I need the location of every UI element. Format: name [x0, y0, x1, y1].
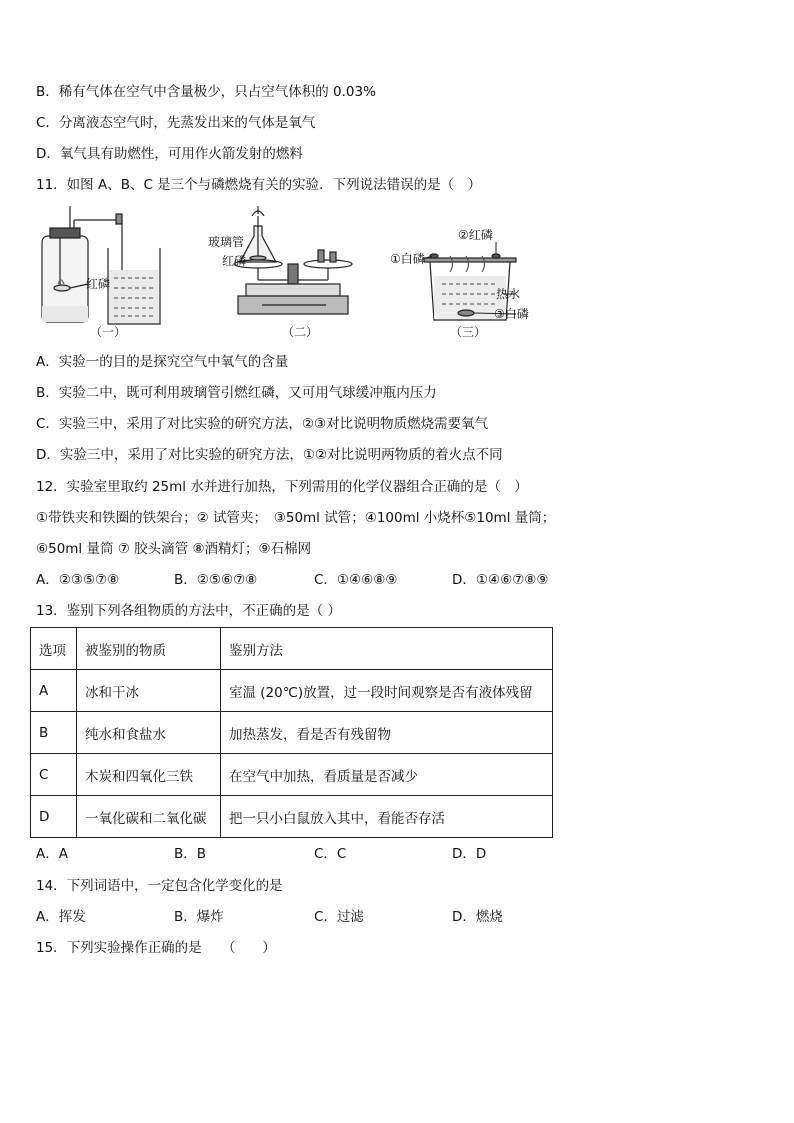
fig1-label-hongling: 红磷: [86, 277, 111, 291]
table-cell: 把一只小白鼠放入其中，看能否存活: [221, 796, 553, 838]
q12-option-c: C．①④⑥⑧⑨: [314, 572, 398, 588]
q13-stem: 13．鉴别下列各组物质的方法中，不正确的是（ ）: [36, 603, 341, 619]
figure-1-apparatus: [42, 206, 160, 324]
fig3-label-1: ①白磷: [390, 252, 425, 266]
table-header-cell: 被鉴别的物质: [77, 628, 221, 670]
q14-option-d: D．燃烧: [452, 909, 503, 925]
q11-option-d: D．实验三中，采用了对比实验的研究方法，①②对比说明两物质的着火点不同: [36, 447, 503, 463]
table-cell: A: [31, 670, 77, 712]
q11-option-b: B．实验二中，既可利用玻璃管引燃红磷，又可用气球缓冲瓶内压力: [36, 385, 437, 401]
q12-instruments-line-2: ⑥50ml 量筒 ⑦ 胶头滴管 ⑧酒精灯；⑨石棉网: [36, 541, 312, 557]
table-cell: 室温 (20℃)放置，过一段时间观察是否有液体残留: [221, 670, 553, 712]
fig2-label-hongling: 红磷: [222, 254, 247, 268]
q12-stem: 12．实验室里取约 25ml 水并进行加热，下列需用的化学仪器组合正确的是（ ）: [36, 479, 528, 495]
q15-stem: 15．下列实验操作正确的是 （ ）: [36, 940, 276, 956]
q12-option-a: A．②③⑤⑦⑧: [36, 572, 120, 588]
q11-option-c: C．实验三中，采用了对比实验的研究方法，②③对比说明物质燃烧需要氧气: [36, 416, 489, 432]
table-header-cell: 鉴别方法: [221, 628, 553, 670]
table-row: [31, 796, 553, 838]
table-cell: 加热蒸发，看是否有残留物: [221, 712, 553, 754]
q14-stem: 14．下列词语中，一定包含化学变化的是: [36, 878, 283, 894]
q13-option-b: B．B: [174, 846, 207, 862]
table-cell: 纯水和食盐水: [77, 712, 221, 754]
table-cell: 木炭和四氧化三铁: [77, 754, 221, 796]
table-row: [31, 670, 553, 712]
q13-table: [30, 627, 553, 838]
table-header-row: [31, 628, 553, 670]
q13-option-d: D．D: [452, 846, 487, 862]
q12-options: [36, 571, 596, 589]
q12-option-d: D．①④⑥⑦⑧⑨: [452, 572, 549, 588]
q10-option-d: D．氧气具有助燃性，可用作火箭发射的燃料: [36, 146, 303, 162]
q14-option-c: C．过滤: [314, 909, 364, 925]
q14-option-b: B．爆炸: [174, 909, 224, 925]
table-cell: D: [31, 796, 77, 838]
table-row: [31, 712, 553, 754]
q13-option-c: C．C: [314, 846, 347, 862]
fig3-label-2: ②红磷: [458, 228, 493, 242]
fig2-label-boliguan: 玻璃管: [208, 235, 245, 249]
q12-instruments-line-1: ①带铁夹和铁圈的铁架台；② 试管夹； ③50ml 试管；④100ml 小烧杯⑤10ml 量筒；: [36, 510, 556, 526]
table-header-cell: 选项: [31, 628, 77, 670]
q11-option-a: A．实验一的目的是探究空气中氧气的含量: [36, 354, 289, 370]
q10-option-c: C．分离液态空气时，先蒸发出来的气体是氧气: [36, 115, 316, 131]
q13-option-a: A．A: [36, 846, 68, 862]
q11-figures: [30, 206, 550, 340]
table-cell: 一氧化碳和二氧化碳: [77, 796, 221, 838]
fig1-caption: （一）: [90, 325, 127, 339]
table-cell: C: [31, 754, 77, 796]
q12-option-b: B．②⑤⑥⑦⑧: [174, 572, 258, 588]
fig3-label-3: ③白磷: [494, 307, 529, 321]
q10-option-b: B．稀有气体在空气中含量极少，只占空气体积的 0.03%: [36, 84, 376, 100]
table-row: [31, 754, 553, 796]
q11-stem: 11．如图 A、B、C 是三个与磷燃烧有关的实验．下列说法错误的是（ ）: [36, 177, 482, 193]
figure-2-balance: [234, 206, 352, 314]
fig3-caption: （三）: [450, 325, 487, 339]
fig2-caption: （二）: [282, 325, 319, 339]
q14-option-a: A．挥发: [36, 909, 86, 925]
table-cell: 在空气中加热，看质量是否减少: [221, 754, 553, 796]
fig3-label-reshui: 热水: [496, 287, 521, 301]
q14-options: [36, 908, 596, 926]
table-cell: 冰和干冰: [77, 670, 221, 712]
table-cell: B: [31, 712, 77, 754]
q11-figure-svg: [30, 206, 550, 340]
q13-options: [36, 845, 596, 863]
